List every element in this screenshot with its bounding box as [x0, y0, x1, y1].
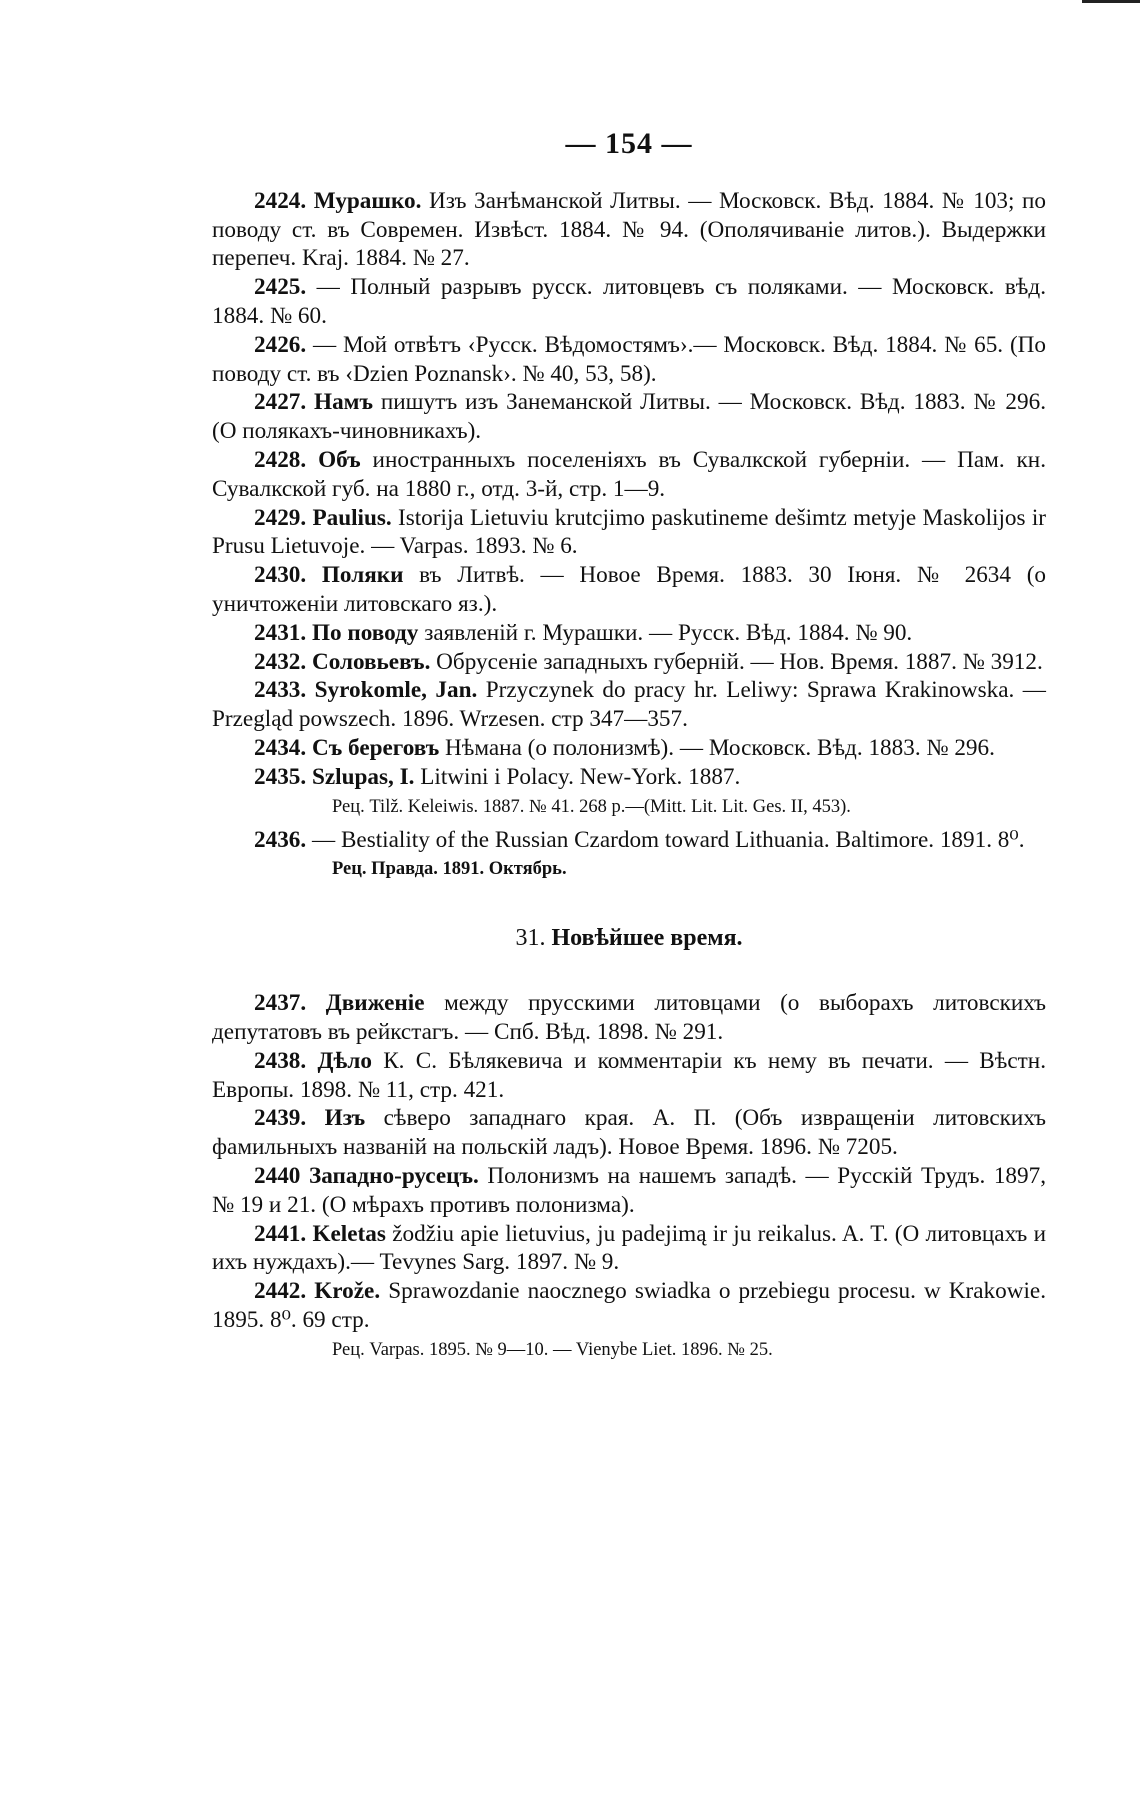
page-number: — 154 —	[565, 127, 693, 160]
review-note: Рец. Правда. 1891. Октябрь.	[332, 859, 567, 880]
document-page	[212, 127, 1047, 1369]
entry-heading: Поляки	[321, 562, 404, 589]
entry-heading: Syrokomle, Jan.	[314, 677, 478, 704]
entry-number: 2440	[254, 1162, 301, 1189]
entries-block-a	[212, 187, 1046, 883]
entry-text: Изъ Занѣманской Литвы. — Московск. Вѣд. 1884. № 103; по поводу ст. въ Современ. Извѣст. 1884. № 94. (Ополячиваніе литов.). Выдержки перепеч. Kraj. 1884. № 27.	[212, 187, 1047, 272]
entries-block-b	[212, 989, 1046, 1363]
entry-text: Istorija Lietuviu krutcjimo paskutineme dešimtz metyje Maskolijos ir Prusu Lietuvoje. — Varpas. 1893. № 6.	[212, 504, 1046, 560]
bib-entry	[212, 734, 1046, 763]
entry-number: 2431.	[254, 619, 307, 646]
bib-entry	[212, 388, 1046, 446]
bib-entry	[212, 619, 1046, 648]
entry-number: 2435.	[254, 763, 307, 790]
entry-text: Sprawozdanie naocznego swiadka o przebiegu procesu. w Krakowie. 1895. 8⁰. 69 стр.	[212, 1278, 1047, 1333]
entry-text: въ Литвѣ. — Новое Время. 1883. 30 Іюня. № 2634 (о уничтоженіи литовскаго яз.).	[212, 562, 1047, 617]
review-note: Рец. Tilž. Keleiwis. 1887. № 41. 268 p.—(Mitt. Lit. Lit. Ges. II, 453).	[332, 796, 851, 817]
entry-text: Обрусеніе западныхъ губерній. — Нов. Время. 1887. № 3912.	[430, 648, 1043, 675]
entry-heading: По поводу	[311, 619, 419, 646]
bib-entry	[212, 676, 1046, 734]
entry-text: между прусскими литовцами (о выборахъ литовскихъ депутатовъ въ рейкстагъ. — Спб. Вѣд. 1898. № 291.	[212, 990, 1046, 1045]
entry-number: 2424.	[254, 187, 307, 214]
entry-heading: Движеніе	[325, 990, 425, 1017]
bib-entry	[212, 1277, 1046, 1335]
entry-number: 2426.	[254, 331, 307, 358]
entry-heading: Изъ	[324, 1105, 366, 1132]
entry-number: 2425.	[254, 274, 307, 301]
bib-entry	[212, 1047, 1046, 1105]
bib-entry	[212, 331, 1046, 389]
entry-number: 2441.	[254, 1220, 307, 1247]
entry-heading: Соловьевъ.	[311, 648, 431, 675]
entry-text: К. С. Бѣлякевича и комментаріи къ нему въ печати. — Вѣстн. Европы. 1898. № 11, стр. 421.	[212, 1047, 1046, 1103]
bib-entry	[212, 648, 1046, 677]
review-note: Рец. Varpas. 1895. № 9—10. — Vienybe Liet. 1896. № 25.	[332, 1339, 773, 1360]
entry-text: заявленій г. Мурашки. — Русск. Вѣд. 1884. № 90.	[418, 619, 913, 646]
entry-heading: Krože.	[314, 1278, 381, 1305]
bib-entry	[212, 446, 1046, 504]
entry-heading: Съ береговъ	[311, 734, 440, 761]
entry-heading: Szlupas, I.	[311, 763, 415, 790]
bib-entry	[212, 187, 1046, 273]
bib-entry	[212, 1104, 1046, 1162]
entry-number: 2427.	[254, 389, 307, 416]
bib-entry	[212, 763, 1046, 792]
bib-entry	[212, 504, 1046, 562]
section-number: 31.	[515, 925, 546, 952]
entry-heading: Намъ	[314, 389, 373, 416]
entry-text: Нѣмана (о полонизмѣ). — Московск. Вѣд. 1883. № 296.	[439, 734, 995, 761]
bib-entry	[212, 989, 1046, 1047]
entry-number: 2429.	[254, 504, 307, 531]
entry-text: Przyczynek do pracy hr. Leliwy: Sprawa Krakinowska. — Przegląd powszech. 1896. Wrzesen. стр 347—357.	[212, 677, 1046, 733]
entry-text: — Полный разрывъ русск. литовцевъ съ поляками. — Московск. вѣд. 1884. № 60.	[212, 274, 1046, 329]
entry-number: 2433.	[254, 677, 307, 704]
corner-scan-mark	[1082, 0, 1140, 3]
entry-text: Полонизмъ на нашемъ западѣ. — Русскій Трудъ. 1897, № 19 и 21. (О мѣрахъ противъ полонизма).	[212, 1162, 1047, 1218]
entry-heading: Мурашко.	[313, 187, 422, 214]
entry-number: 2438.	[254, 1047, 307, 1074]
entry-heading: Западно-русецъ.	[308, 1162, 479, 1189]
entry-text: — Bestiality of the Russian Czardom toward Lithuania. Baltimore. 1891. 8⁰.	[306, 826, 1025, 853]
entry-number: 2442.	[254, 1278, 307, 1305]
entry-number: 2430.	[254, 562, 307, 589]
entry-number: 2428.	[254, 446, 307, 473]
bib-entry	[212, 561, 1046, 619]
bib-entry	[212, 1162, 1046, 1220]
bib-entry	[212, 273, 1046, 331]
entry-number: 2439.	[254, 1105, 307, 1132]
entry-text: пишутъ изъ Занеманской Литвы. — Московск. Вѣд. 1883. № 296. (О полякахъ-чиновникахъ).	[212, 389, 1046, 445]
entry-text: žodžiu apie lietuvius, ju padejimą ir ju reikalus. A. T. (О литовцахъ и ихъ нуждахъ).— Tevynes Sarg. 1897. № 9.	[212, 1220, 1047, 1276]
entry-number: 2437.	[254, 990, 307, 1017]
bib-entry	[212, 1220, 1046, 1278]
bib-entry	[212, 826, 1046, 855]
entry-heading: Объ	[318, 446, 361, 473]
entry-number: 2434.	[254, 734, 307, 761]
entry-heading: Paulius.	[312, 504, 392, 531]
section-title: Новѣйшее время.	[551, 925, 743, 952]
entry-text: Litwini i Polacy. New-York. 1887.	[414, 763, 741, 790]
entry-heading: Keletas	[312, 1220, 386, 1247]
entry-text: — Мой отвѣтъ ‹Русск. Вѣдомостямъ›.— Московск. Вѣд. 1884. № 65. (По поводу ст. въ ‹Dzien Poznansk›. № 40, 53, 58).	[212, 331, 1046, 387]
entry-heading: Дѣло	[317, 1047, 372, 1074]
entry-number: 2436.	[254, 826, 307, 853]
entry-text: иностранныхъ поселеніяхъ въ Сувалкской губерніи. — Пам. кн. Сувалкской губ. на 1880 г., отд. 3-й, стр. 1—9.	[212, 446, 1046, 502]
entry-number: 2432.	[254, 648, 307, 675]
entry-text: сѣверо западнаго края. А. П. (Объ извращеніи литовскихъ фамильныхъ названій на польскій ладъ). Новое Время. 1896. № 7205.	[212, 1105, 1047, 1161]
section-heading	[212, 924, 1046, 953]
